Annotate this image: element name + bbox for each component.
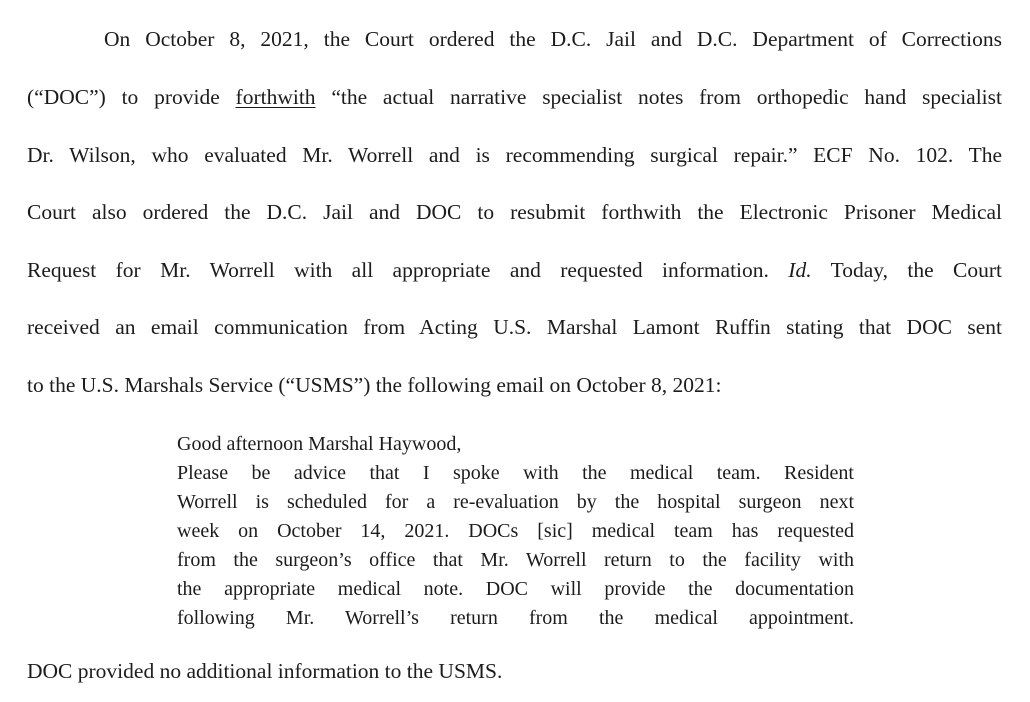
forthwith-link[interactable]: forthwith — [235, 85, 316, 109]
email-line: following Mr. Worrell’s return from the medical appointment. — [177, 607, 854, 629]
email-line: Please be advice that I spoke with the medical team. Resident — [177, 462, 854, 484]
email-line: week on October 14, 2021. DOCs [sic] medical team has requested — [177, 520, 854, 542]
paragraph-line-1: On October 8, 2021, the Court ordered the D.C. Jail and D.C. Department of Corrections — [104, 27, 1002, 51]
paragraph-line-5 — [27, 257, 1002, 283]
paragraph-line-3: Dr. Wilson, who evaluated Mr. Worrell and is recommending surgical repair.” ECF No. 102. The — [27, 143, 1002, 167]
paragraph-line-2 — [27, 84, 1002, 110]
email-greeting: Good afternoon Marshal Haywood, — [177, 433, 462, 455]
paragraph-line-2-start: (“DOC”) to provide — [27, 85, 236, 109]
paragraph-line-2-end: “the actual narrative specialist notes from orthopedic hand specialist — [315, 85, 1002, 109]
email-line: Worrell is scheduled for a re-evaluation by the hospital surgeon next — [177, 491, 854, 513]
paragraph-line-5-end: Today, the Court — [811, 258, 1002, 282]
paragraph-line-7: to the U.S. Marshals Service (“USMS”) the following email on October 8, 2021: — [27, 373, 722, 397]
id-citation: Id. — [788, 258, 812, 282]
paragraph-line-5-start: Request for Mr. Worrell with all appropriate and requested information. — [27, 258, 789, 282]
email-line: the appropriate medical note. DOC will provide the documentation — [177, 578, 854, 600]
email-block-quote — [177, 430, 854, 633]
paragraph-line-4: Court also ordered the D.C. Jail and DOC to resubmit forthwith the Electronic Prisoner Medical — [27, 200, 1002, 224]
closing-paragraph: DOC provided no additional information to the USMS. — [27, 659, 503, 683]
paragraph-line-6: received an email communication from Acting U.S. Marshal Lamont Ruffin stating that DOC sent — [27, 315, 1002, 339]
email-line: from the surgeon’s office that Mr. Worrell return to the facility with — [177, 549, 854, 571]
